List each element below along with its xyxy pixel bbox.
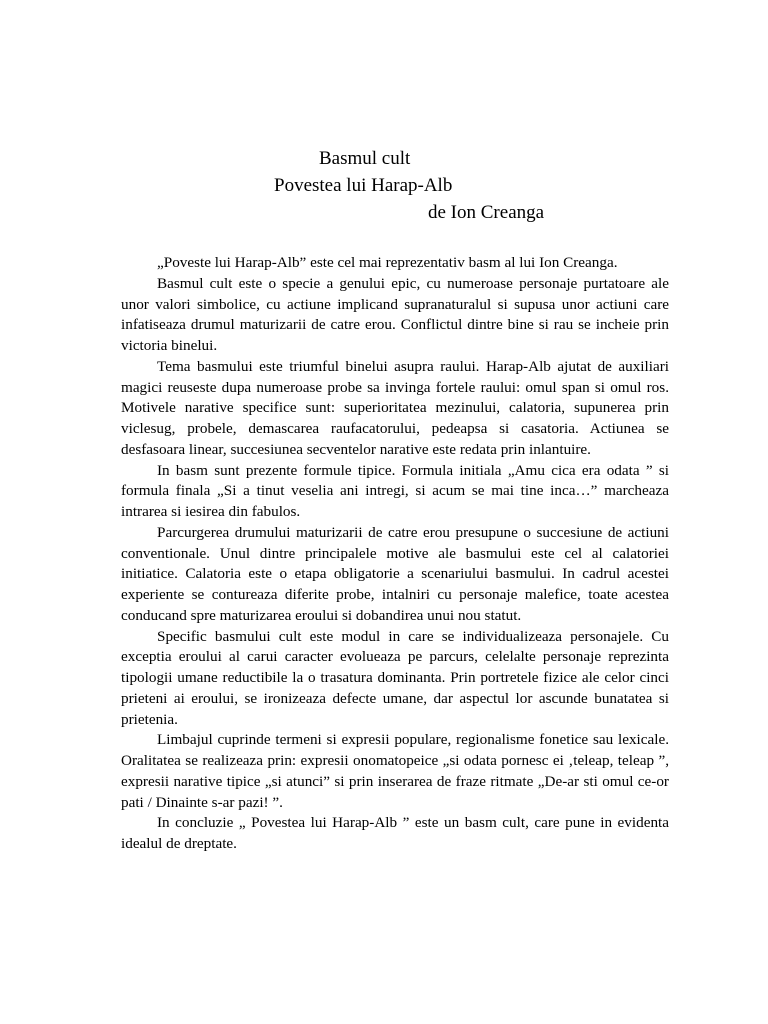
document-author: de Ion Creanga <box>428 202 545 223</box>
document-title: Basmul cult <box>319 148 411 169</box>
paragraph: Specific basmului cult este modul in care se individualizeaza personajele. Cu exceptia eroului al carui caracter evolueaza pe parcurs, celelalte personaje reprezinta tipologii umane reductibile la o trasatura dominanta. Prin portretele fizice ale celor cinci prieteni ai eroului, se ironizeaza defecte umane, dar aspectul lor ascunde bunatatea si prietenia. <box>121 627 669 728</box>
paragraph: Limbajul cuprinde termeni si expresii populare, regionalisme fonetice sau lexicale. Oralitatea se realizeaza prin: expresii onomatopeice „si odata pornesc ei ‚teleap, teleap ”, expresii narative tipice „si atunci” si prin inserarea de fraze ritmate „De-ar sti omul ce-or pati / Dinainte s-ar pazi! ”. <box>121 731 669 811</box>
paragraph: Parcurgerea drumului maturizarii de catre erou presupune o succesiune de actiuni conventionale. Unul dintre principalele motive ale basmului este cel al calatoriei initiatice. Calatoria este o etapa obligatorie a scenariului basmului. In cadrul acestei experiente se contureaza diferite probe, intalniri cu personaje malefice, toate acestea conducand spre maturizarea eroului si dobandirea unui nou statut. <box>121 523 669 624</box>
paragraph: Tema basmului este triumful binelui asupra raului. Harap-Alb ajutat de auxiliari magici reuseste dupa numeroase probe sa invinga fortele raului: omul span si omul ros. Motivele narative specifice sunt: superioritatea mezinului, calatoria, supunerea prin viclesug, probele, demascarea raufacatorului, pedeapsa si casatoria. Actiunea se desfasoara linear, succesiunea secventelor narative este redata prin inlantuire. <box>121 357 669 458</box>
paragraph: Basmul cult este o specie a genului epic, cu numeroase personaje purtatoare ale unor valori simbolice, cu actiune implicand supranaturalul si supusa unor actiuni care infatiseaza drumul maturizarii de catre erou. Conflictul dintre bine si rau se incheie prin victoria binelui. <box>121 274 669 354</box>
document-subtitle: Povestea lui Harap-Alb <box>274 175 453 196</box>
document-body <box>121 253 669 855</box>
paragraph: In concluzie „ Povestea lui Harap-Alb ” este un basm cult, care pune in evidenta idealul de dreptate. <box>121 814 669 852</box>
paragraph: „Poveste lui Harap-Alb” este cel mai reprezentativ basm al lui Ion Creanga. <box>157 254 618 271</box>
paragraph: In basm sunt prezente formule tipice. Formula initiala „Amu cica era odata ” si formula finala „Si a tinut veselia ani intregi, si acum se mai tine inca…” marcheaza intrarea si iesirea din fabulos. <box>121 461 669 520</box>
